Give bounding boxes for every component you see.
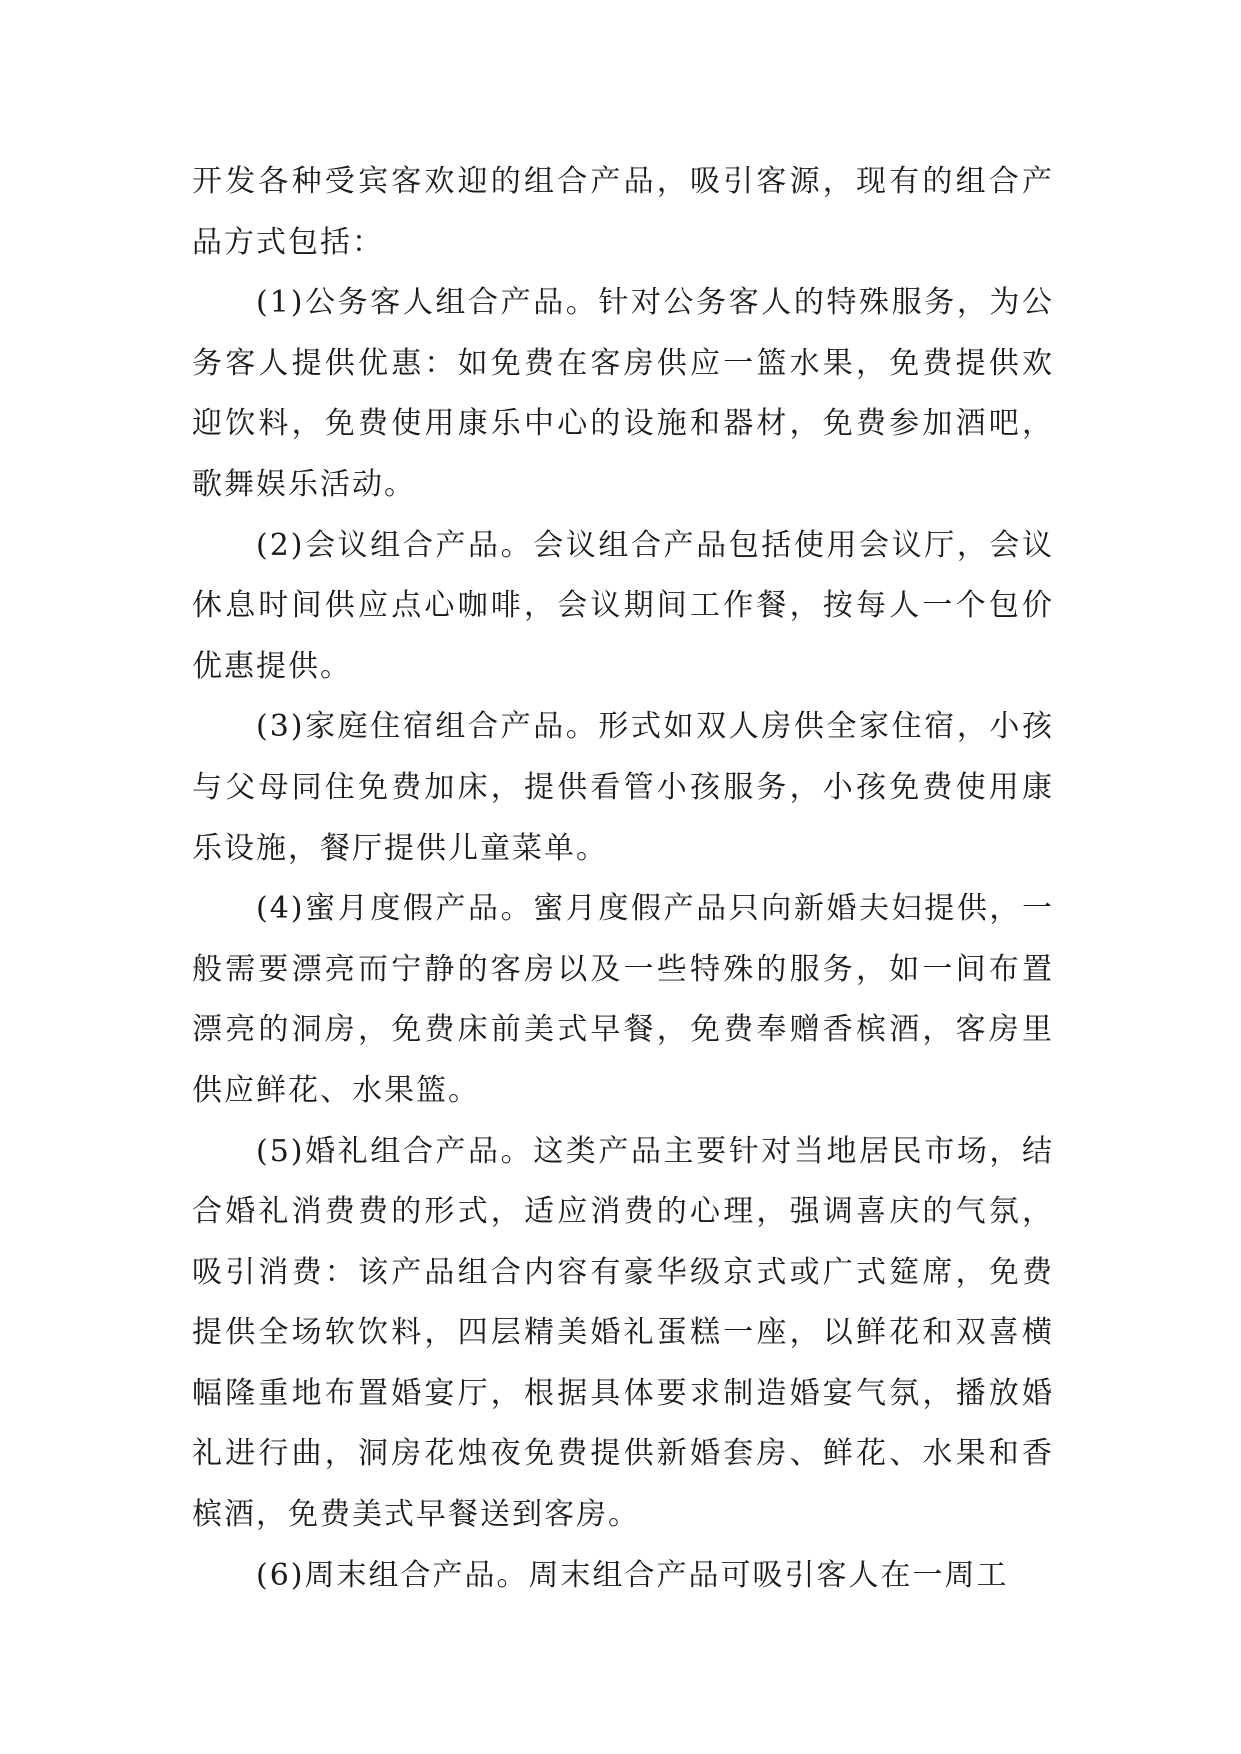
paragraph-family-package: (3)家庭住宿组合产品。形式如双人房供全家住宿，小孩与父母同住免费加床，提供看管小孩服务，小孩免费使用康乐设施，餐厅提供儿童菜单。 bbox=[192, 709, 1054, 866]
paragraph-wedding-package: (5)婚礼组合产品。这类产品主要针对当地居民市场，结合婚礼消费费的形式，适应消费的心理，强调喜庆的气氛，吸引消费：该产品组合内容有豪华级京式或广式筵席，免费提供全场软饮料，四层精美婚礼蛋糕一座，以鲜花和双喜横幅隆重地布置婚宴厅，根据具体要求制造婚宴气氛，播放婚礼进行曲，洞房花烛夜免费提供新婚套房、鲜花、水果和香槟酒，免费美式早餐送到客房。 bbox=[192, 1133, 1054, 1533]
paragraph-honeymoon-package: (4)蜜月度假产品。蜜月度假产品只向新婚夫妇提供，一般需要漂亮而宁静的客房以及一些特殊的服务，如一间布置漂亮的洞房，免费床前美式早餐，免费奉赠香槟酒，客房里供应鲜花、水果篮。 bbox=[192, 891, 1054, 1108]
paragraph-intro: 开发各种受宾客欢迎的组合产品，吸引客源，现有的组合产品方式包括： bbox=[192, 164, 1054, 260]
paragraph-business-guest-package: (1)公务客人组合产品。针对公务客人的特殊服务，为公务客人提供优惠：如免费在客房供应一篮水果，免费提供欢迎饮料，免费使用康乐中心的设施和器材，免费参加酒吧，歌舞娱乐活动。 bbox=[192, 285, 1054, 502]
paragraph-weekend-package: (6)周末组合产品。周末组合产品可吸引客人在一周工 bbox=[256, 1557, 1009, 1593]
body-text bbox=[192, 152, 1054, 1606]
paragraph-conference-package: (2)会议组合产品。会议组合产品包括使用会议厅，会议休息时间供应点心咖啡，会议期间工作餐，按每人一个包价优惠提供。 bbox=[192, 527, 1054, 684]
